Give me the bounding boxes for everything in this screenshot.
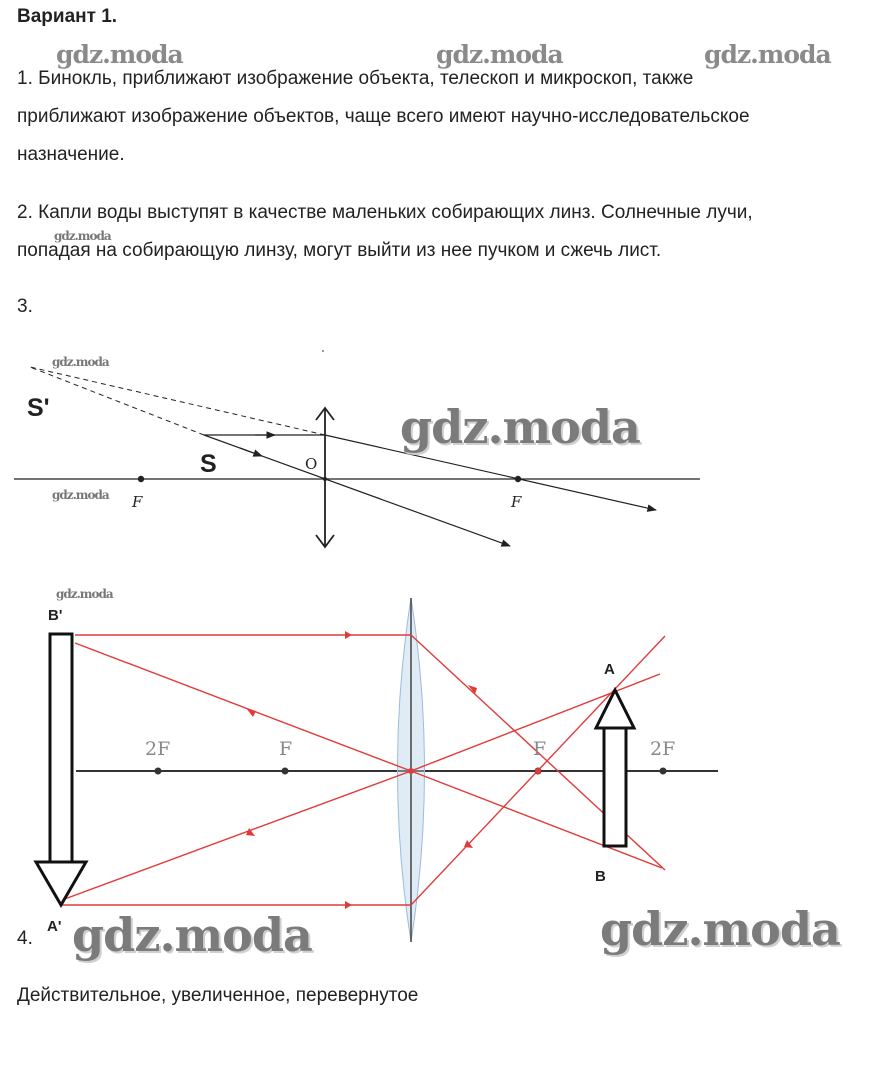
two-f-right-dot: [660, 768, 667, 775]
object-arrow-shaft: [604, 726, 626, 846]
watermark: gdz.moda: [704, 40, 831, 69]
label-2f-right: 2F: [650, 738, 676, 760]
watermark: gdz.moda: [56, 40, 183, 69]
intersection-dot: [535, 768, 541, 774]
intersection-dot: [408, 768, 414, 774]
watermark: gdz.moda: [56, 587, 113, 601]
item-1-line-3: назначение.: [17, 144, 125, 165]
virtual-ray-2: [30, 367, 204, 435]
answer-4: Действительное, увеличенное, перевернутое: [17, 985, 419, 1006]
image-arrow-head: [36, 862, 86, 905]
watermark: gdz.moda: [72, 908, 312, 962]
watermark: gdz.moda: [52, 488, 109, 502]
watermark: gdz.moda: [52, 355, 109, 369]
item-4-number: 4.: [17, 928, 33, 949]
item-3-number: 3.: [17, 296, 33, 317]
label-s: S: [200, 450, 217, 478]
ray-arrowhead: [345, 901, 352, 909]
label-f-left: F: [279, 738, 293, 760]
diagram-2: [36, 598, 718, 942]
label-2f-left: 2F: [145, 738, 171, 760]
two-f-left-dot: [155, 768, 162, 775]
image-arrow-shaft: [50, 634, 72, 864]
watermark: gdz.moda: [436, 40, 563, 69]
stray-dot: [322, 350, 324, 352]
watermark: gdz.moda: [54, 229, 111, 243]
label-f-left: F: [132, 493, 143, 511]
label-f-right: F: [533, 738, 547, 760]
label-b-prime: B': [48, 607, 63, 624]
label-o: O: [305, 455, 318, 473]
object-arrow-head: [596, 690, 634, 728]
watermark: gdz.moda: [600, 902, 840, 956]
label-s-prime: S': [27, 394, 50, 422]
focus-left-dot: [138, 476, 144, 482]
ray-central-arrow: [240, 448, 262, 456]
f-left-dot: [282, 768, 289, 775]
label-a: A: [604, 661, 615, 678]
page-title: Вариант 1.: [17, 6, 118, 27]
label-f-right: F: [511, 493, 522, 511]
item-1-line-2: приближают изображение объектов, чаще всего имеют научно-исследовательское: [17, 106, 750, 127]
label-a-prime: A': [47, 918, 62, 935]
item-2-line-2: попадая на собирающую линзу, могут выйти из нее пучком и сжечь лист.: [17, 240, 662, 261]
red-ray: [62, 771, 411, 900]
ray-arrowhead: [345, 631, 352, 639]
item-1-line-1: 1. Бинокль, приближают изображение объекта, телескоп и микроскоп, также: [17, 68, 694, 89]
label-b: B: [595, 868, 606, 885]
red-ray: [75, 643, 411, 771]
watermark: gdz.moda: [400, 400, 640, 454]
item-2-line-1: 2. Капли воды выступят в качестве маленьких собирающих линз. Солнечные лучи,: [17, 202, 753, 223]
